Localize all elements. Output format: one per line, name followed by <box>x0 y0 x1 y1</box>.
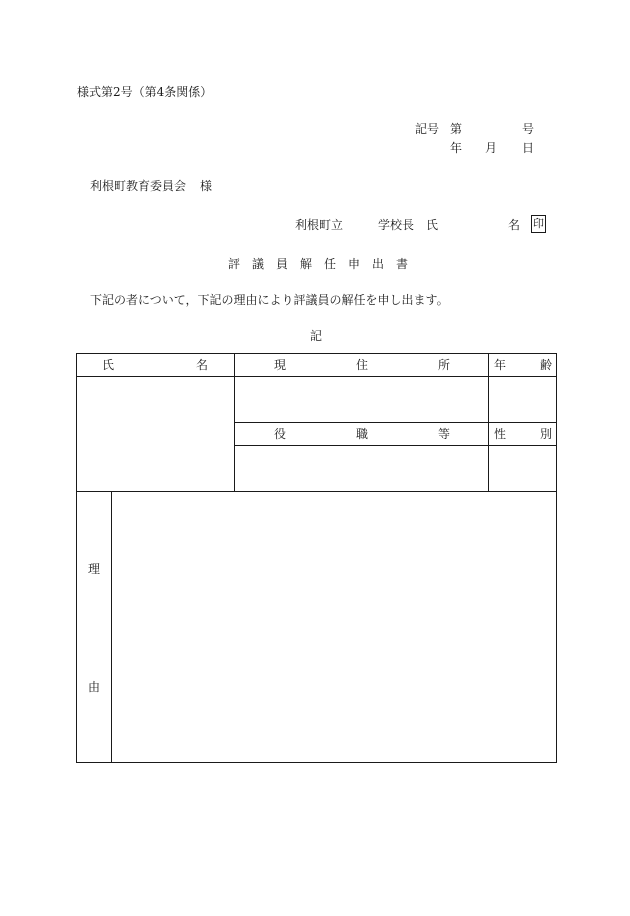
gender-header: 性 <box>494 427 507 441</box>
reason-field[interactable] <box>112 492 556 762</box>
ki-label: 記 <box>310 329 323 343</box>
title-char: 書 <box>396 257 409 271</box>
address-header: 所 <box>438 358 451 372</box>
date-day: 日 <box>522 141 535 155</box>
seal-mark: 印 <box>531 215 546 233</box>
name-header: 名 <box>196 358 209 372</box>
name-header: 氏 <box>102 358 115 372</box>
form-number: 様式第2号（第4条関係） <box>77 85 213 99</box>
addressee-name: 利根町教育委員会 <box>90 179 187 193</box>
applicant-mei: 名 <box>508 218 521 232</box>
gender-header: 別 <box>540 427 553 441</box>
title-char: 任 <box>324 257 337 271</box>
address-header: 住 <box>356 358 369 372</box>
title-char: 員 <box>276 257 289 271</box>
addressee <box>90 180 212 192</box>
reference-label: 記号 <box>415 122 440 136</box>
table-border <box>234 422 557 423</box>
reason-label: 由 <box>88 680 101 694</box>
address-header: 現 <box>274 358 287 372</box>
gender-field[interactable] <box>489 446 556 491</box>
date-year: 年 <box>450 141 463 155</box>
title-char: 申 <box>348 257 361 271</box>
position-header: 職 <box>356 427 369 441</box>
name-field[interactable] <box>77 377 234 491</box>
reference-dai: 第 <box>450 122 463 136</box>
age-header: 齢 <box>540 358 553 372</box>
position-header: 役 <box>274 427 287 441</box>
title-char: 議 <box>252 257 265 271</box>
table-border <box>556 353 557 763</box>
applicant-school-head: 学校長 <box>378 218 415 232</box>
age-header: 年 <box>494 358 507 372</box>
table-border <box>76 762 557 763</box>
title-char: 出 <box>372 257 385 271</box>
table-border <box>76 353 557 354</box>
addressee-honorific: 様 <box>200 179 213 193</box>
title-char: 評 <box>228 257 241 271</box>
age-field[interactable] <box>489 377 556 422</box>
reference-go: 号 <box>522 122 535 136</box>
reason-label: 理 <box>88 562 101 576</box>
applicant-town: 利根町立 <box>295 218 344 232</box>
date-month: 月 <box>485 141 498 155</box>
address-field[interactable] <box>235 377 488 422</box>
applicant-shi: 氏 <box>426 218 439 232</box>
title-char: 解 <box>300 257 313 271</box>
position-field[interactable] <box>235 446 488 491</box>
body-text: 下記の者について，下記の理由により評議員の解任を申し出ます。 <box>90 293 449 307</box>
position-header: 等 <box>438 427 451 441</box>
